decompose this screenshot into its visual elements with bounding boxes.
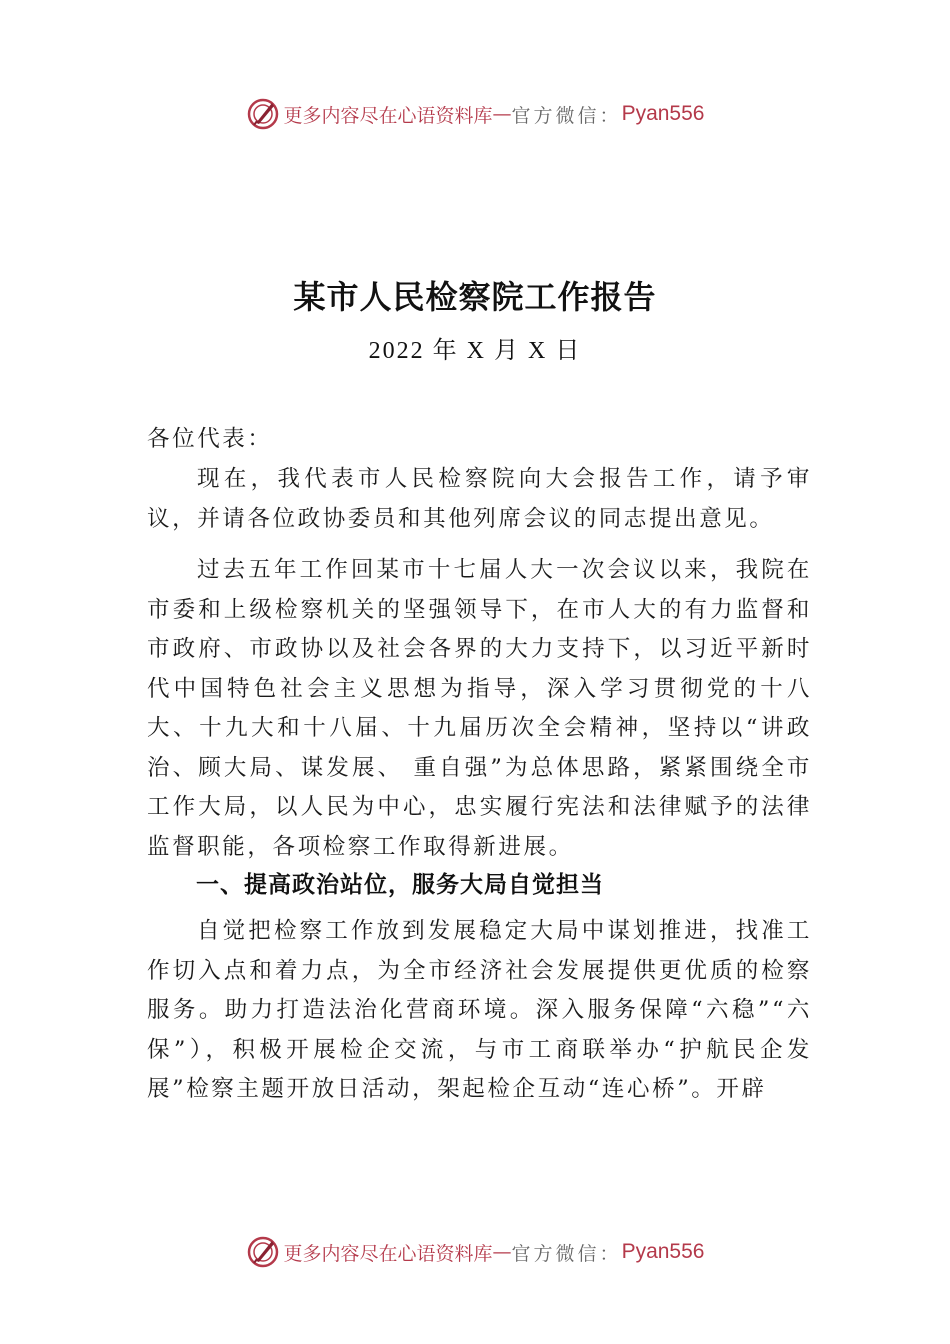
paragraph-intro <box>147 460 812 539</box>
quill-logo-icon <box>246 1235 280 1269</box>
watermark-brand: 更多内容尽在心语资料库 <box>283 104 493 127</box>
watermark-separator: — <box>492 103 512 125</box>
paragraph-text: 自觉把检察工作放到发展稳定大局中谋划推进，找准工作切入点和着力点，为全市经济社会发展提供更优质的检察服务。助力打造法治化营商环境。深入服务保障“六稳”“六保”），积极开展检企交流，与市工商联举办“护航民企发展”检察主题开放日活动，架起检企互动“连心桥”。开辟 <box>147 918 812 1102</box>
paragraph-text: 过去五年工作回某市十七届人大一次会议以来，我院在市委和上级检察机关的坚强领导下，在市人大的有力监督和市政府、市政协以及社会各界的大力支持下，以习近平新时代中国特色社会主义思想为指导，深入学习贯彻党的十八大、十九大和十八届、十九届历次全会精神，坚持以“讲政治、顾大局、谋发展、 重自强”为总体思路，紧紧围绕全市工作大局，以人民为中心，忠实履行宪法和法律赋予的法律监督职能，各项检察工作取得新进展。 <box>147 557 812 860</box>
paragraph-text: 现在，我代表市人民检察院向大会报告工作，请予审议，并请各位政协委员和其他列席会议的同志提出意见。 <box>147 466 812 532</box>
document-date: 2022 年 X 月 X 日 <box>368 338 582 364</box>
salutation: 各位代表： <box>147 426 273 452</box>
quill-logo-icon <box>246 97 280 131</box>
watermark-wechat-id: Pyan556 <box>621 1240 705 1263</box>
watermark-wechat-label: 官方微信： <box>511 1242 622 1265</box>
document-title: 某市人民检察院工作报告 <box>293 278 657 316</box>
watermark-wechat-id: Pyan556 <box>621 102 705 125</box>
watermark-wechat-label: 官方微信： <box>511 104 622 127</box>
watermark-brand: 更多内容尽在心语资料库 <box>283 1242 493 1265</box>
header-watermark <box>0 94 950 134</box>
paragraph-section-one <box>147 912 812 1110</box>
paragraph-review <box>147 551 812 867</box>
watermark-separator: — <box>492 1241 512 1263</box>
section-heading: 一、提高政治站位，服务大局自觉担当 <box>196 872 604 898</box>
footer-watermark <box>0 1232 950 1272</box>
